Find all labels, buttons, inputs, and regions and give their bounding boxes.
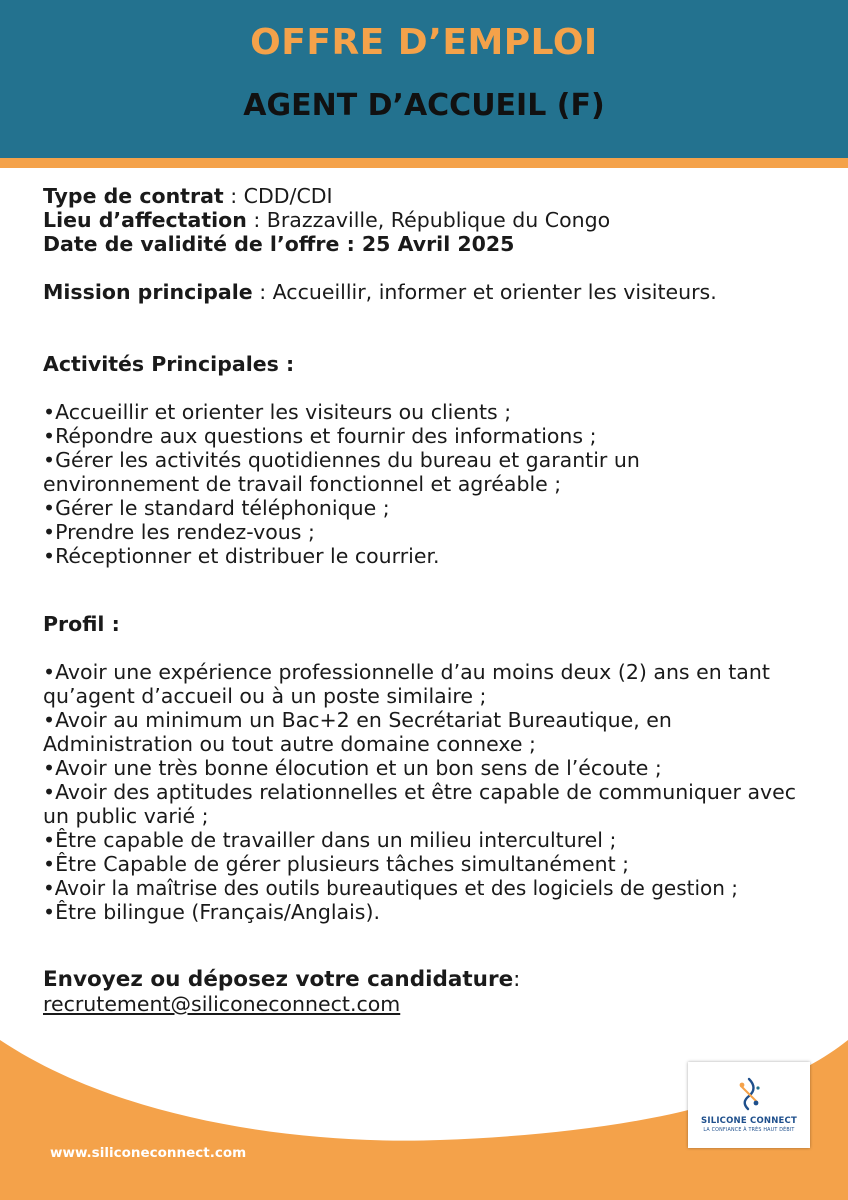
logo-tagline: LA CONFIANCE À TRÈS HAUT DÉBIT bbox=[703, 1128, 795, 1133]
main-mission-value: : Accueillir, informer et orienter les visiteurs. bbox=[252, 280, 717, 304]
activities-heading: Activités Principales : bbox=[43, 352, 295, 376]
list-item: • Avoir au minimum un Bac+2 en Secrétariat Bureautique, en Administration ou tout autre domaine connexe ; bbox=[43, 708, 723, 756]
logo-name: SILICONE CONNECT bbox=[701, 1116, 797, 1126]
list-item: • Avoir une très bonne élocution et un bon sens de l’écoute ; bbox=[43, 756, 823, 780]
contract-type-value: : CDD/CDI bbox=[223, 184, 333, 208]
application-heading bbox=[43, 968, 823, 992]
validity-date-text: Date de validité de l’offre : 25 Avril 2025 bbox=[43, 232, 515, 256]
header-banner bbox=[0, 0, 848, 158]
list-item: • Être capable de travailler dans un milieu interculturel ; bbox=[43, 828, 823, 852]
contract-type-label: Type de contrat bbox=[43, 184, 224, 208]
list-item: • Avoir la maîtrise des outils bureautiques et des logiciels de gestion ; bbox=[43, 876, 823, 900]
profile-list bbox=[43, 660, 823, 924]
list-item: • Accueillir et orienter les visiteurs ou clients ; bbox=[43, 400, 823, 424]
main-mission-label: Mission principale bbox=[43, 280, 253, 304]
page-title: OFFRE D’EMPLOI bbox=[250, 22, 598, 63]
application-heading-colon: : bbox=[513, 967, 521, 992]
list-item: • Gérer le standard téléphonique ; bbox=[43, 496, 823, 520]
activities-list bbox=[43, 400, 823, 568]
location-label: Lieu d’affectation bbox=[43, 208, 247, 232]
list-item: • Gérer les activités quotidiennes du bureau et garantir un environnement de travail fonctionnel et agréable ; bbox=[43, 448, 693, 496]
application-heading-text: Envoyez ou déposez votre candidature bbox=[43, 967, 514, 992]
main-mission bbox=[43, 280, 823, 304]
list-item: • Avoir une expérience professionnelle d’au moins deux (2) ans en tant qu’agent d’accueil ou à un poste similaire ; bbox=[43, 660, 783, 708]
list-item: • Avoir des aptitudes relationnelles et être capable de communiquer avec un public varié ; bbox=[43, 780, 813, 828]
profile-heading: Profil : bbox=[43, 612, 120, 636]
contract-type bbox=[43, 184, 823, 208]
validity-date bbox=[43, 232, 823, 256]
company-logo-icon bbox=[731, 1076, 767, 1112]
location bbox=[43, 208, 823, 232]
list-item: • Être Capable de gérer plusieurs tâches simultanément ; bbox=[43, 852, 823, 876]
list-item: • Prendre les rendez-vous ; bbox=[43, 520, 823, 544]
recruitment-email-link[interactable]: recrutement@siliconeconnect.com bbox=[43, 992, 401, 1016]
company-logo bbox=[688, 1062, 810, 1148]
location-value: : Brazzaville, République du Congo bbox=[246, 208, 611, 232]
list-item: • Répondre aux questions et fournir des informations ; bbox=[43, 424, 823, 448]
list-item: • Réceptionner et distribuer le courrier. bbox=[43, 544, 823, 568]
job-title: AGENT D’ACCUEIL (F) bbox=[243, 88, 605, 123]
list-item: • Être bilingue (Français/Anglais). bbox=[43, 900, 823, 924]
offer-content bbox=[43, 184, 823, 1016]
website-link[interactable]: www.siliconeconnect.com bbox=[50, 1145, 247, 1161]
header-accent-stripe bbox=[0, 158, 848, 168]
